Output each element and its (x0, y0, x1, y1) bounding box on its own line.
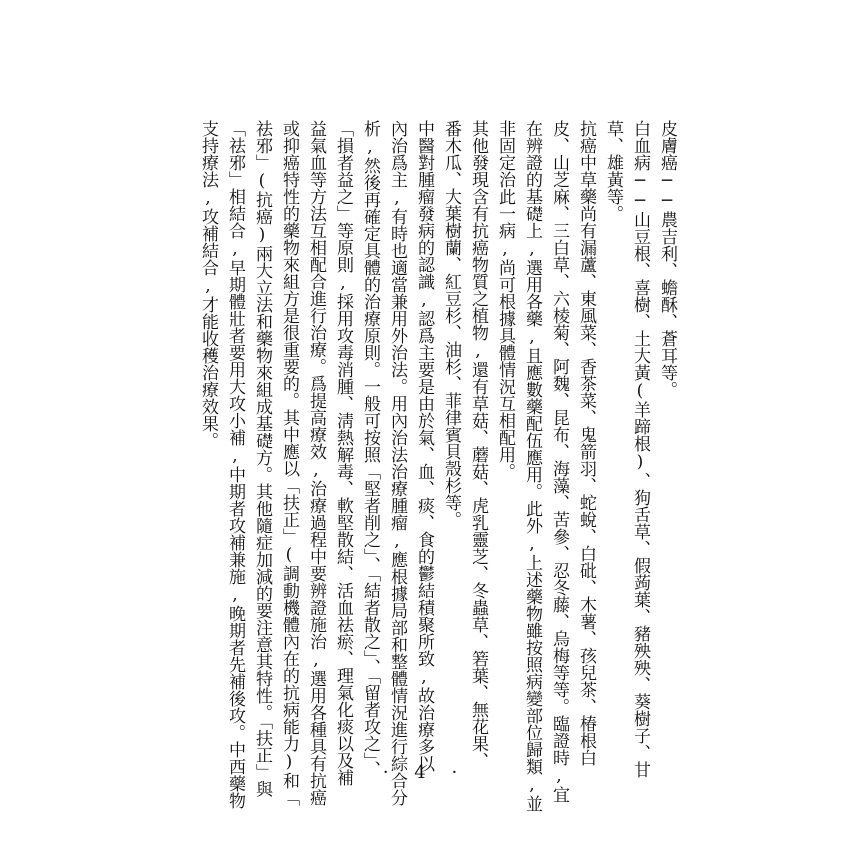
text-column: 白血病──山豆根、喜樹、土大黃(羊蹄根)、狗舌草、假蒟葉、豬殃殃、葵樹子、甘 (630, 120, 650, 778)
text-column: 「祛邪」相結合,早期體壯者要用大攻小補,中期者攻補兼施,晚期者先補後攻。中西藥物 (225, 120, 245, 809)
text-column: 中醫對腫瘤發病的認識,認爲主要是由於氣、血、痰、食的鬱結積聚所致,故治療多以 (414, 120, 434, 772)
text-column: 皮、山芝麻、三白草、六棱菊、阿魏、昆布、海藻、苦參、忍冬藤、烏梅等等。臨證時,宜 (549, 120, 569, 803)
text-column: 番木瓜、大葉樹蘭、紅豆杉、油杉、菲律賓貝殼杉等。 (441, 120, 461, 528)
text-column: 皮膚癌──農吉利、蟾酥、蒼耳等。 (657, 120, 677, 398)
text-column: 支持療法,攻補結合,才能收穫治療效果。 (198, 120, 218, 449)
text-column: 抗癌中草藥尚有漏蘆、東風菜、香茶菜、鬼箭羽、蛇蛻、白砒、木薯、孩兒茶、椿根白 (576, 120, 596, 766)
text-column: 其他發現含有抗癌物質之植物,還有草菇、蘑菇、虎乳靈芝、冬蟲草、箬葉、無花果、 (468, 120, 488, 769)
text-column: 益氣血等方法互相配合進行治療。爲提高療效,治療過程中要辨證施治,選用各種具有抗癌 (306, 120, 326, 806)
vertical-text-body (194, 120, 680, 812)
text-column: 或抑癌特性的藥物來組方是很重要的。其中應以「扶正」(調動機體內在的抗病能力)和「 (279, 120, 299, 806)
text-column: 內治爲主,有時也適當兼用外治法。用內治法治療腫瘤,應根據局部和整體情況進行綜合分 (387, 120, 407, 806)
text-column: 在辨證的基礎上,選用各藥,且應數藥配伍應用。此外,上述藥物雖按照病變部位歸類,並 (522, 120, 542, 812)
text-column: 析,然後再確定具體的治療原則。一般可按照「堅者削之」、「結者散之」、「留者攻之」、 (360, 120, 380, 778)
text-column: 非固定治此一病,尚可根據具體情況互相配用。 (495, 120, 515, 480)
page-number: · 4 · (382, 762, 468, 783)
text-column: 祛邪」(抗癌)兩大立法和藥物來組成基礎方。其他隨症加減的要注意其特性。「扶正」與 (252, 120, 272, 798)
text-column: 草、雄黃等。 (603, 120, 623, 222)
text-column: 「損者益之」等原則,採用攻毒消腫、淸熱解毒、軟堅散結、活血祛瘀、理氣化痰以及補 (333, 120, 353, 786)
